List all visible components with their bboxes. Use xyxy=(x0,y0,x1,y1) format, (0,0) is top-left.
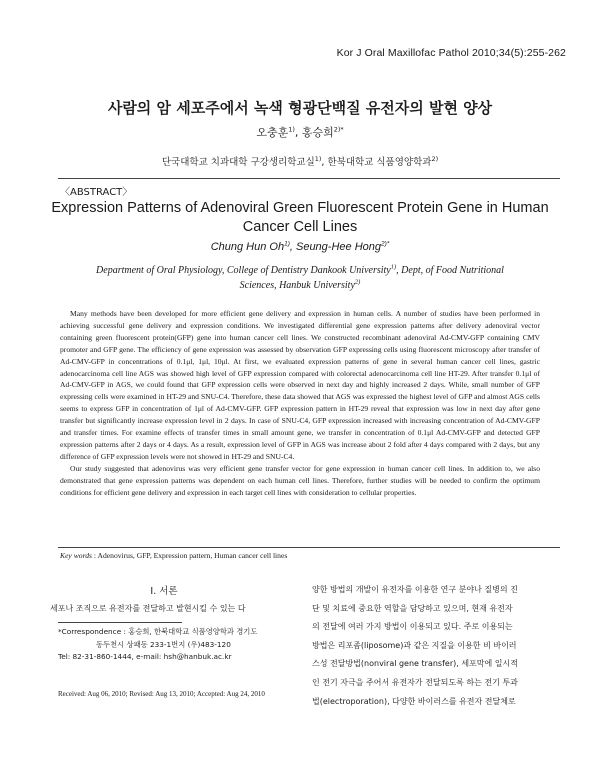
english-author-name: Seung-Hee Hong xyxy=(295,241,381,253)
footnote-line: *Correspondence : 홍승희, 한북대학교 식품영양학과 경기도 xyxy=(58,627,258,636)
footnote-line: 동두천시 상패동 233-1번지 (우)483-120 xyxy=(96,639,231,649)
author-superscript: 1) xyxy=(288,125,295,134)
korean-author-name: 오충훈 xyxy=(256,126,289,139)
author-superscript: 1) xyxy=(284,240,290,248)
keywords-divider xyxy=(58,547,560,548)
affiliation-superscript: 1) xyxy=(390,263,397,271)
body-line: 방법은 리포좀(liposome)과 같은 지질을 이용한 비 바이러 xyxy=(312,640,517,650)
right-column-body xyxy=(312,581,554,711)
affiliation-superscript: 2) xyxy=(354,278,361,286)
english-affiliation-line xyxy=(60,263,540,278)
affiliation-superscript: 2) xyxy=(431,154,439,163)
body-line: 단 및 치료에 중요한 역할을 담당하고 있으며, 현재 유전자 xyxy=(312,603,513,613)
affiliation-superscript: 1) xyxy=(314,154,322,163)
keywords-line xyxy=(60,551,287,560)
korean-affiliations: 단국대학교 치과대학 구강생리학교실$^{1)}$, 한북대학교 식품영양학과$^{2)}$ xyxy=(161,154,439,168)
affiliation-text: Sciences, Hanbuk University xyxy=(239,280,355,291)
body-line: 양한 방법의 개발이 유전자를 이용한 연구 분야나 질병의 진 xyxy=(312,585,518,594)
english-title-line: Expression Patterns of Adenoviral Green Fluorescent Protein Gene in Human xyxy=(51,200,549,216)
english-title-line: Cancer Cell Lines xyxy=(242,219,358,235)
section-heading: I. 서론 xyxy=(150,586,178,597)
received-dates: Received: Aug 06, 2010; Revised: Aug 13, 2010; Accepted: Aug 24, 2010 xyxy=(58,690,265,698)
abstract-paragraph: Our study suggested that adenovirus was very efficient gene transfer vector for gene expression in human cancer cell lines. In addition to, we also demonstrated that gene expression patterns was dependent on each human cell lines. Therefore, further studies will be needed to confirm the optimum conditions for efficient gene delivery and expression in each target cell lines with consideration to cellular properties. xyxy=(60,463,540,497)
english-title xyxy=(40,199,560,237)
section-first-line: 세포나 조직으로 유전자를 전달하고 발현시킬 수 있는 다 xyxy=(50,604,246,613)
abstract-label: 〈ABSTRACT〉 xyxy=(60,187,133,198)
keywords-label: Key words xyxy=(60,551,92,560)
english-author-name: Chung Hun Oh xyxy=(210,241,285,253)
correspondence-footnote xyxy=(58,626,298,664)
affiliation-text: Department of Oral Physiology, College of Dentistry Dankook University xyxy=(96,265,391,276)
keywords-text: : Adenovirus, GFP, Expression pattern, Human cancer cell lines xyxy=(93,551,288,560)
body-line: 스성 전달방법(nonviral gene transfer), 세포막에 일시적 xyxy=(312,659,518,669)
author-superscript: 2)* xyxy=(333,125,344,134)
korean-authors: 오충훈$^{1)}$, 홍승희$^{2)*}$ xyxy=(256,125,344,139)
korean-title: 사람의 암 세포주에서 녹색 형광단백질 유전자의 발현 양상 xyxy=(107,99,493,117)
abstract-paragraph: Many methods have been developed for more efficient gene delivery and expression in human cells. A number of studies have been performed in achieving successful gene delivery and expression conditions. We investigated differential gene expression patterns after delivery adenoviral vector containing green fluorescent protein(GFP) gene into human cancer cell lines. We constructed recombinant adenoviral Ad-CMV-GFP containing CMV promoter and GFP gene. The efficiency of gene expression was assessed by observation GFP expressing cells using fluorescent microscopy after transfer of Ad-CMV-GFP in concentrations of 0.1μl, 1μl, 10μl. At first, we evaluated expression patterns of gene in several human cancer cell lines, gastric adenocarcinoma cell line AGS was showed high level of GFP expression compared with colorectal adenocarcinoma cell line HT-29. After transfer 0.1μl of Ad-CMV-GFP in AGS, we could found that GFP expression cells were observed in next day and highly increased 2 days. While, small number of GFP expressing cells were examined in HT-29 and SNU-C4. Therefore, these data showed that AGS was expressed the highest level of GFP and almost AGS cells seems to express GFP in concentration of 1μl of Ad-CMV-GFP. GFP expression pattern in HT-29 reveal that expression was low in next day after gene transfer but significantly increase expression level in 2 days. In case of SNU-C4, GFP expression increased with increasing concentration of Ad-CMV-GFP and transfer times. For examine effects of transfer times in small amount gene, we transfer in concentration of 0.1μl Ad-CMV-GFP and detected GFP expression patterns after 2 days or 4 days. As a result, expression level of GFP in AGS was increase about 2 fold after 4 days compared with 2 days, but any difference of GFP expression levels were not showed in HT-29 and SNU-C4. xyxy=(60,309,540,461)
journal-reference: Kor J Oral Maxillofac Pathol 2010;34(5):255-262 xyxy=(336,47,566,59)
english-affiliation-line xyxy=(60,278,540,293)
abstract-body xyxy=(60,308,540,499)
body-line: 인 전기 자극을 주어서 유전자가 전달되도록 하는 전기 투과 xyxy=(312,677,518,687)
author-superscript: 2)* xyxy=(381,240,390,248)
footnote-divider xyxy=(58,622,182,623)
affiliation-text: , Dept, of Food Nutritional xyxy=(396,265,504,276)
korean-author-name: 홍승희 xyxy=(301,126,334,139)
header-divider xyxy=(58,178,560,179)
english-affiliations xyxy=(60,263,540,293)
body-line: 법(electroporation), 다양한 바이러스를 유전자 전달체로 xyxy=(312,696,516,706)
korean-affiliation: 단국대학교 치과대학 구강생리학교실 xyxy=(161,157,315,168)
body-line: 의 전달에 여러 가지 방법이 이용되고 있다. 주로 이용되는 xyxy=(312,622,513,632)
footnote-line: Tel: 82-31-860-1444, e-mail: hsh@hanbuk.ac.kr xyxy=(58,652,232,661)
korean-affiliation: 한북대학교 식품영양학과 xyxy=(327,157,432,168)
english-authors: Chung Hun Oh$^{1)}$, Seung-Hee Hong$^{2)*}$ xyxy=(210,240,390,253)
